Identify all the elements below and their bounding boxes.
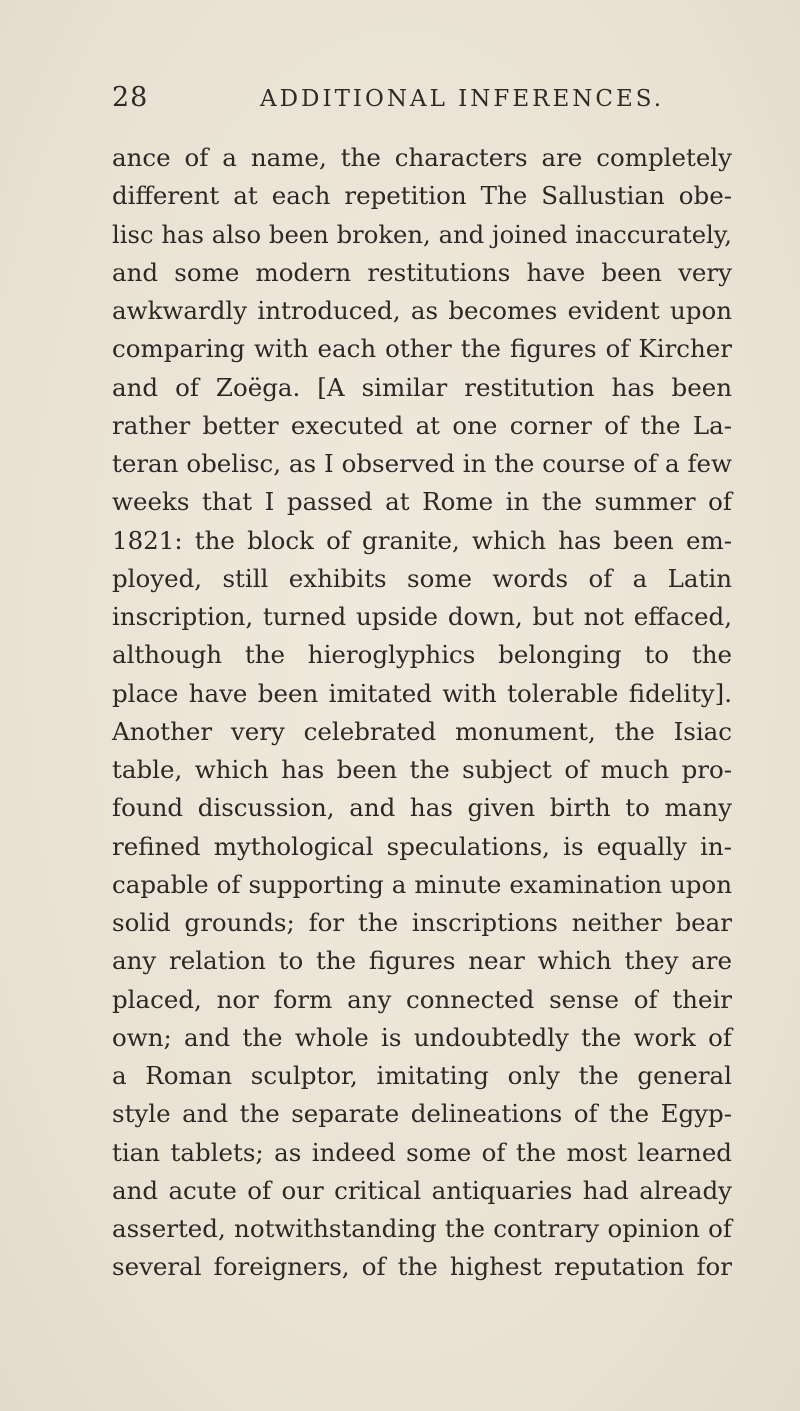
text-line: 1821: the block of granite, which has been em- <box>112 525 732 555</box>
text-line: own; and the whole is undoubtedly the work of <box>112 1022 732 1052</box>
text-line: and some modern restitutions have been very <box>112 257 732 287</box>
page-header <box>112 82 732 122</box>
text-line: although the hieroglyphics belonging to the <box>112 640 732 670</box>
text-line: inscription, turned upside down, but not effaced, <box>112 602 732 631</box>
text-line: placed, nor form any connected sense of their <box>112 984 732 1014</box>
text-line: solid grounds; for the inscriptions neither bear <box>112 908 732 937</box>
text-line: any relation to the figures near which they are <box>112 946 732 976</box>
page-number: 28 <box>112 82 149 113</box>
text-line: place have been imitated with tolerable fidelity]. <box>112 678 732 708</box>
text-line: and acute of our critical antiquaries had already <box>112 1175 732 1205</box>
text-line: lisc has also been broken, and joined inaccurately, <box>112 219 732 249</box>
text-line: ployed, still exhibits some words of a Latin <box>112 563 732 593</box>
text-line: a Roman sculptor, imitating only the general <box>112 1061 732 1090</box>
text-line: awkwardly introduced, as becomes evident upon <box>112 296 732 325</box>
text-line: Another very celebrated monument, the Isiac <box>112 716 732 746</box>
text-line: table, which has been the subject of much pro- <box>112 755 732 784</box>
text-line: teran obelisc, as I observed in the course of a few <box>112 449 732 478</box>
text-line: rather better executed at one corner of the La- <box>112 410 732 440</box>
text-line: capable of supporting a minute examination upon <box>112 869 732 899</box>
body-text <box>112 139 732 1287</box>
text-line: different at each repetition The Sallustian obe- <box>112 181 732 211</box>
text-line: found discussion, and has given birth to many <box>112 793 732 823</box>
text-line: several foreigners, of the highest reputation for <box>112 1252 732 1282</box>
text-line: refined mythological speculations, is equally in- <box>112 831 732 861</box>
running-head: ADDITIONAL INFERENCES. <box>260 86 665 112</box>
text-line: comparing with each other the figures of Kircher <box>112 334 732 364</box>
text-line: and of Zoëga. [A similar restitution has been <box>112 372 732 402</box>
text-line: asserted, notwithstanding the contrary opinion of <box>112 1214 732 1243</box>
text-line: weeks that I passed at Rome in the summer of <box>112 487 732 517</box>
text-line: style and the separate delineations of the Egyp- <box>112 1099 732 1129</box>
text-line: ance of a name, the characters are completely <box>112 143 732 172</box>
text-line: tian tablets; as indeed some of the most learned <box>112 1137 732 1167</box>
